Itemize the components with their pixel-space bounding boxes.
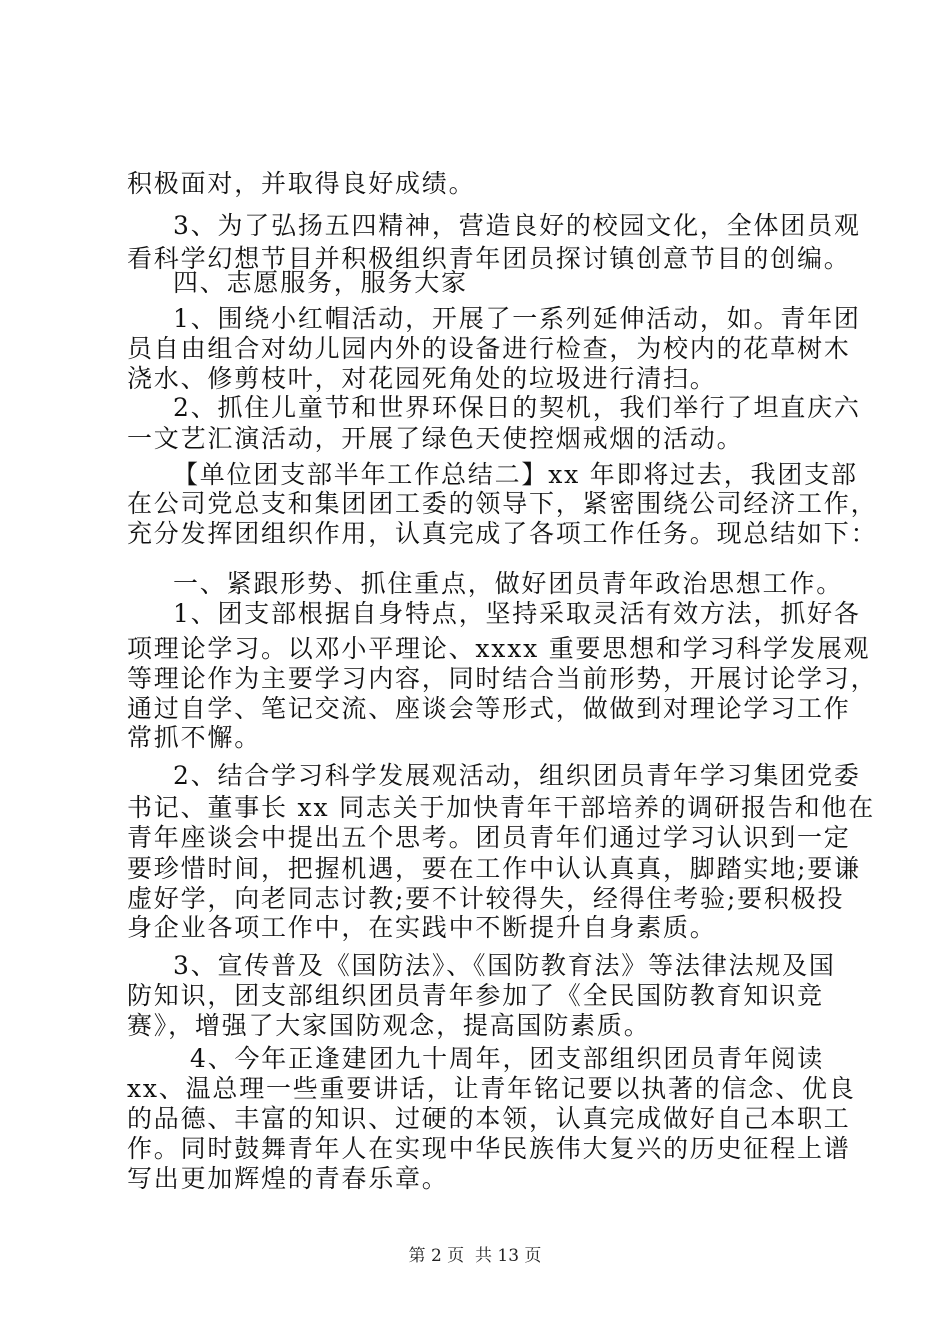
- text-line: 1、团支部根据自身特点，坚持采取灵活有效方法，抓好各: [173, 599, 861, 628]
- text-line: 赛》，增强了大家国防观念，提高国防素质。: [127, 1011, 651, 1040]
- text-line: 要珍惜时间，把握机遇，要在工作中认认真真，脚踏实地;要谦: [127, 854, 861, 883]
- section-heading: 四、志愿服务，服务大家: [173, 268, 468, 297]
- text-line: 员自由组合对幼儿园内外的设备进行检查，为校内的花草树木: [127, 334, 851, 363]
- section-heading: 一、紧跟形势、抓住重点，做好团员青年政治思想工作。: [173, 569, 844, 598]
- text-line: 【单位团支部半年工作总结二】xx 年即将过去，我团支部: [173, 460, 858, 489]
- text-line: 书记、董事长 xx 同志关于加快青年干部培养的调研报告和他在: [127, 793, 876, 822]
- text-line: 身企业各项工作中，在实践中不断提升自身素质。: [127, 913, 717, 942]
- text-line: 4、今年正逢建团九十周年，团支部组织团员青年阅读: [190, 1044, 825, 1073]
- text-line: 积极面对，并取得良好成绩。: [127, 169, 476, 198]
- text-line: 写出更加辉煌的青春乐章。: [127, 1164, 449, 1193]
- text-line: 3、为了弘扬五四精神，营造良好的校园文化，全体团员观: [173, 211, 861, 240]
- text-line: 1、围绕小红帽活动，开展了一系列延伸活动，如。青年团: [173, 304, 861, 333]
- text-line: 2、抓住儿童节和世界环保日的契机，我们举行了坦直庆六: [173, 393, 861, 422]
- text-line: 等理论作为主要学习内容，同时结合当前形势，开展讨论学习，: [127, 664, 878, 693]
- text-line: 看科学幻想节目并积极组织青年团员探讨镇创意节目的创编。: [127, 244, 851, 273]
- text-line: 在公司党总支和集团团工委的领导下，紧密围绕公司经济工作，: [127, 489, 878, 518]
- text-line: 防知识，团支部组织团员青年参加了《全民国防教育知识竞: [127, 981, 824, 1010]
- text-line: 一文艺汇演活动，开展了绿色天使控烟戒烟的活动。: [127, 424, 744, 453]
- page-number: 第 2 页: [408, 1246, 465, 1266]
- text-line: 3、宣传普及《国防法》、《国防教育法》等法律法规及国: [173, 951, 836, 980]
- text-line: 作。同时鼓舞青年人在实现中华民族伟大复兴的历史征程上谱: [127, 1134, 851, 1163]
- text-line: 项理论学习。以邓小平理论、xxxx 重要思想和学习科学发展观: [127, 634, 871, 663]
- text-line: 常抓不懈。: [127, 723, 262, 752]
- page-total: 共 13 页: [474, 1246, 542, 1266]
- text-line: 虚好学，向老同志讨教;要不计较得失，经得住考验;要积极投: [127, 884, 845, 913]
- text-line: 充分发挥团组织作用，认真完成了各项工作任务。现总结如下：: [127, 519, 878, 548]
- text-line: 青年座谈会中提出五个思考。团员青年们通过学习认识到一定: [127, 823, 851, 852]
- text-line: 浇水、修剪枝叶，对花园死角处的垃圾进行清扫。: [127, 364, 717, 393]
- page-footer: [0, 1245, 950, 1267]
- text-line: xx、温总理一些重要讲话，让青年铭记要以执著的信念、优良: [127, 1074, 856, 1103]
- text-line: 2、结合学习科学发展观活动，组织团员青年学习集团党委: [173, 761, 861, 790]
- text-line: 的品德、丰富的知识、过硬的本领，认真完成做好自己本职工: [127, 1104, 851, 1133]
- text-line: 通过自学、笔记交流、座谈会等形式，做做到对理论学习工作: [127, 694, 851, 723]
